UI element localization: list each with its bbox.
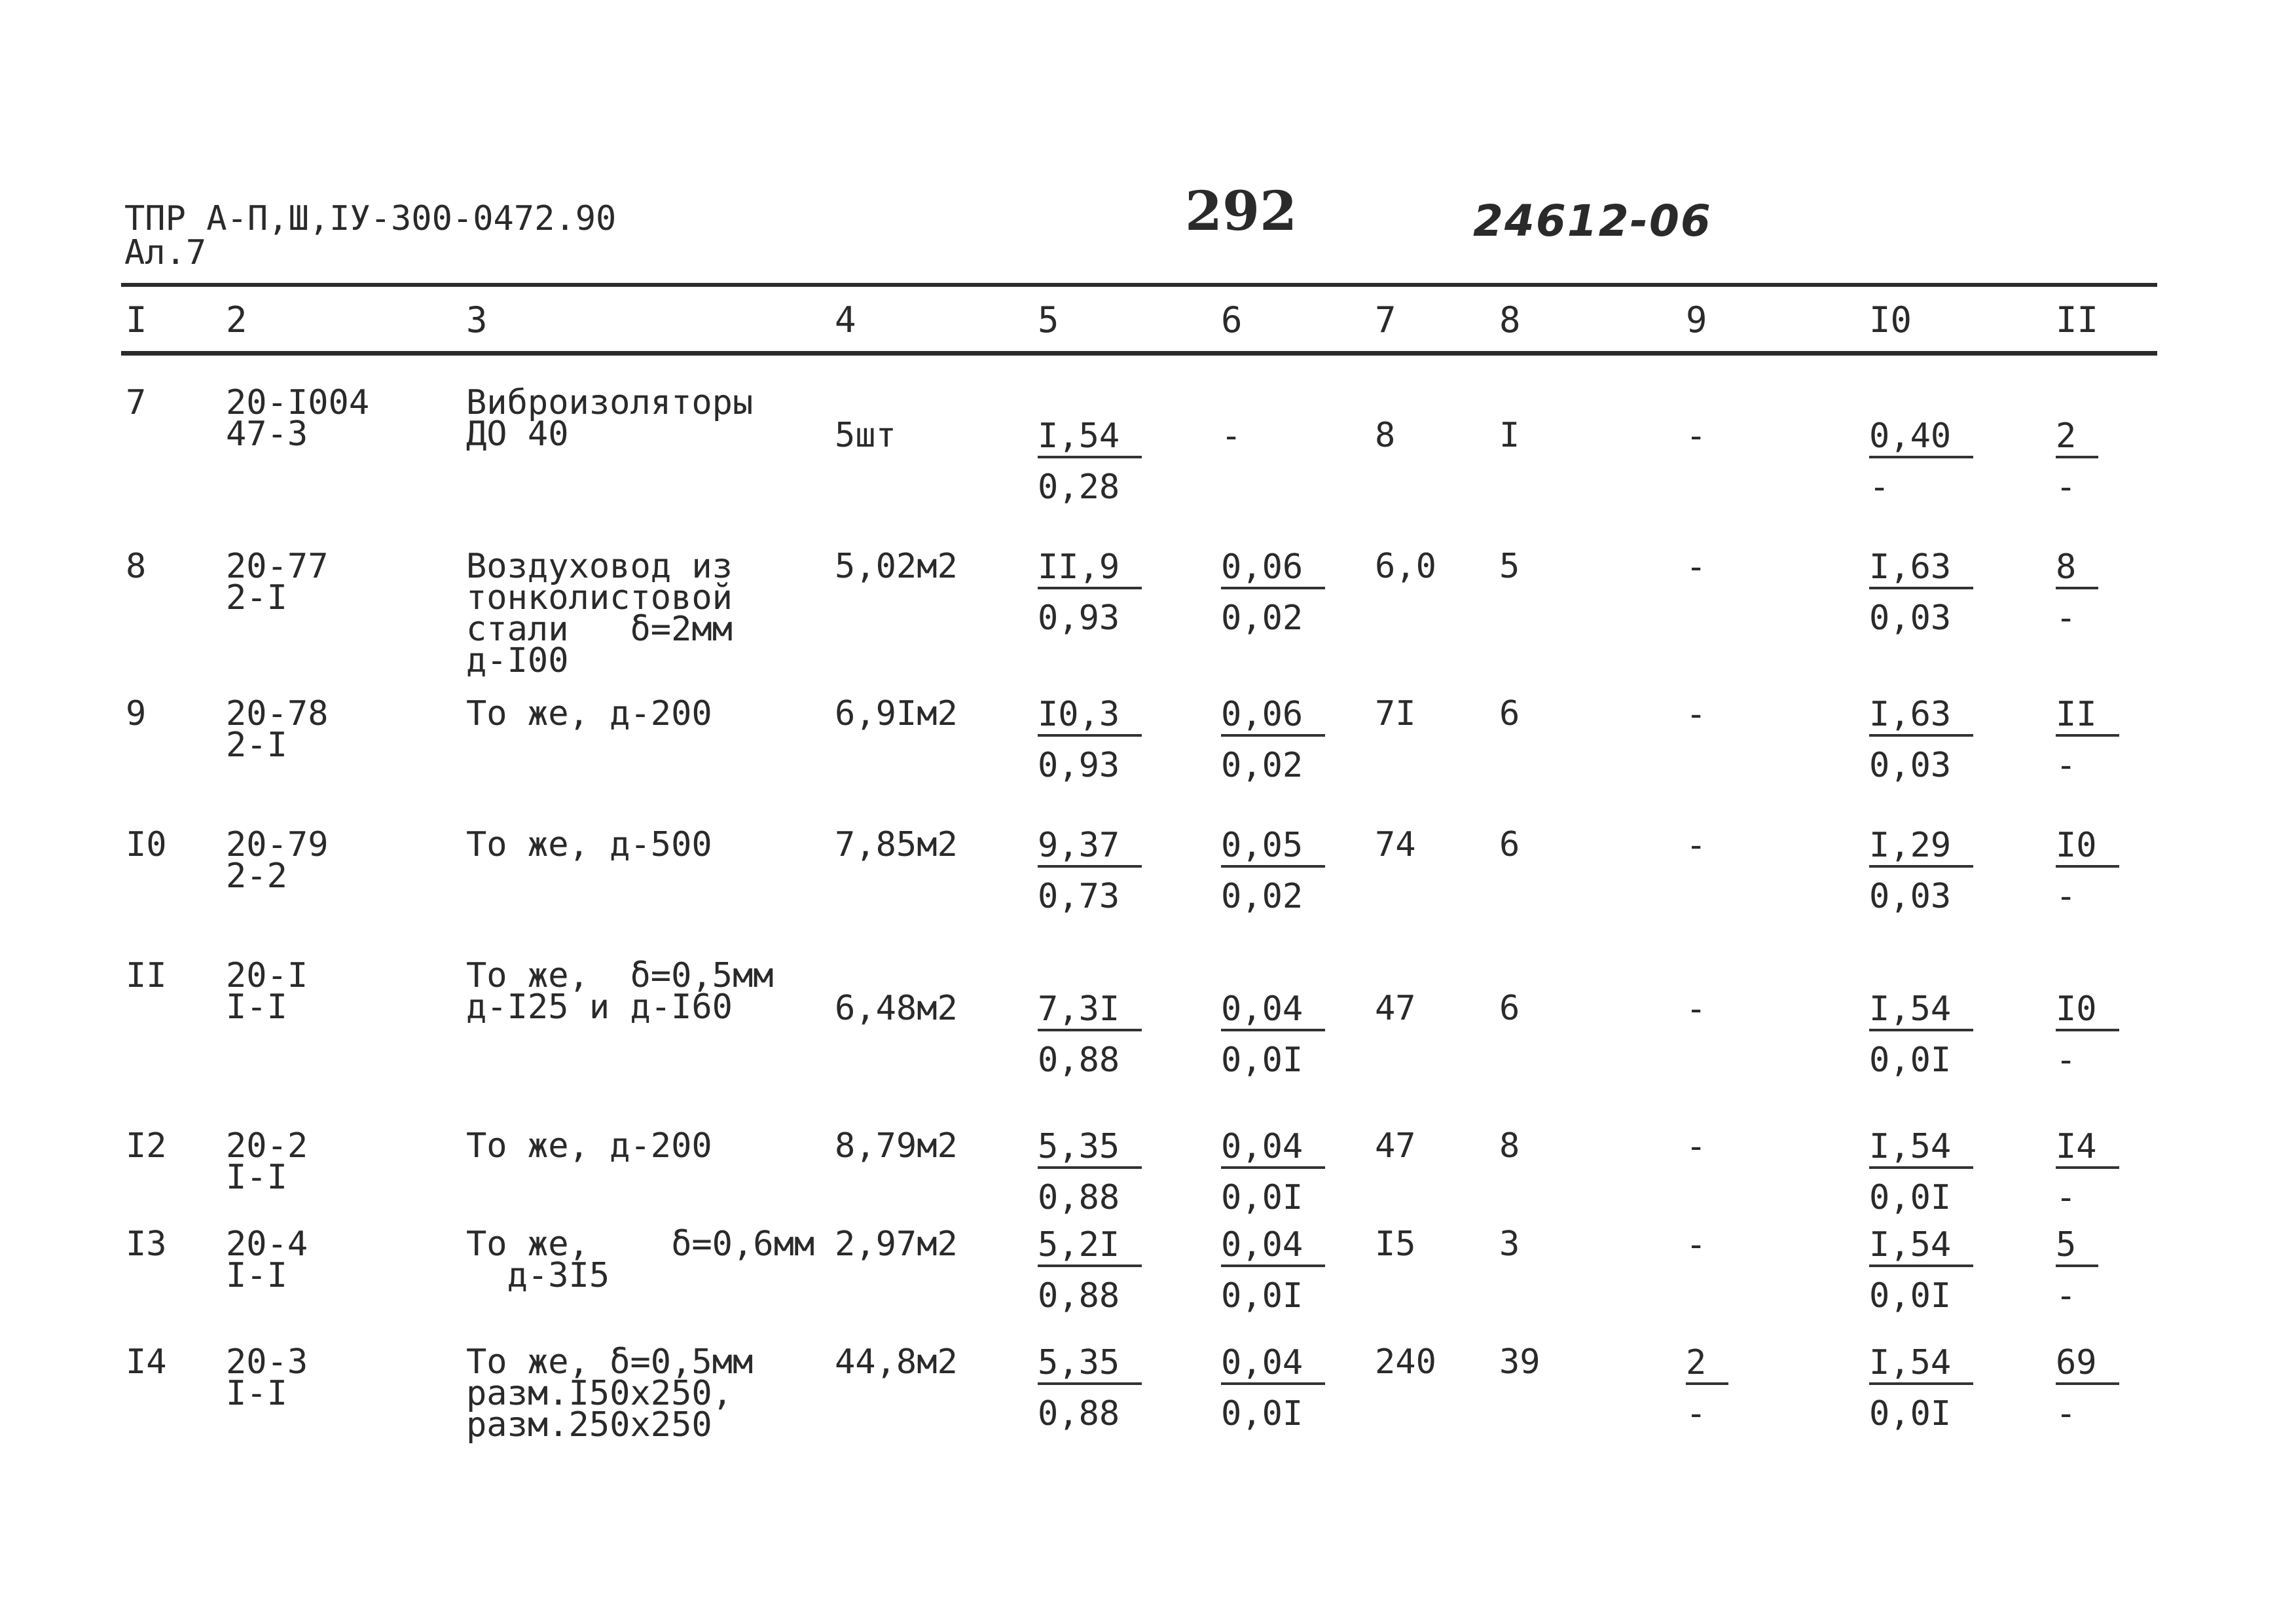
- item-name: То же, δ=0,5мм: [466, 1342, 754, 1382]
- col9-value-numerator: -: [1686, 547, 1707, 587]
- item-name: тонколистовой: [466, 578, 733, 618]
- resource-code: 20-79: [226, 825, 329, 864]
- col6-value-denominator: 0,02: [1221, 877, 1303, 916]
- col11-value: [2056, 1127, 2119, 1217]
- col9-value: [1686, 1343, 1728, 1433]
- col7-value: 7I: [1375, 694, 1416, 733]
- col10-value: [1869, 826, 1973, 916]
- quantity: 7,85м2: [835, 825, 958, 864]
- col9-value: [1686, 697, 1728, 734]
- col5-value-numerator: I,54: [1038, 419, 1142, 458]
- col9-value-numerator: -: [1686, 416, 1707, 456]
- resource-code: I-I: [226, 1158, 287, 1197]
- col5-value-denominator: 0,88: [1038, 1394, 1120, 1433]
- col10-value-denominator: 0,0I: [1869, 1394, 1952, 1433]
- resource-code: 2-2: [226, 857, 287, 896]
- col6-value-numerator: -: [1221, 416, 1242, 456]
- col11-value-denominator: -: [2056, 1178, 2077, 1217]
- col5-value-numerator: I0,3: [1038, 697, 1142, 737]
- col5-value-numerator: 9,37: [1038, 828, 1142, 868]
- item-name: То же, д-200: [466, 1126, 712, 1166]
- col5-value-denominator: 0,73: [1038, 877, 1120, 916]
- col5-value-numerator: 7,3I: [1038, 992, 1142, 1031]
- column-header-5: 5: [1038, 299, 1059, 341]
- col9-value-denominator: -: [1686, 1394, 1707, 1433]
- col7-value: 74: [1375, 825, 1416, 864]
- col6-value-denominator: 0,0I: [1221, 1394, 1303, 1433]
- resource-code: 20-2: [226, 1126, 308, 1166]
- quantity: 5,02м2: [835, 547, 958, 586]
- item-name: Воздуховод из: [466, 547, 733, 586]
- col6-value: [1221, 1225, 1325, 1316]
- col8-value: 5: [1499, 547, 1520, 586]
- col9-value: [1686, 1127, 1728, 1166]
- col5-value-denominator: 0,88: [1038, 1276, 1120, 1316]
- col11-value-denominator: -: [2056, 746, 2077, 785]
- resource-code: 20-I: [226, 956, 308, 995]
- column-header-3: 3: [466, 299, 488, 341]
- row-number: I3: [126, 1225, 167, 1264]
- col5-value-numerator: II,9: [1038, 550, 1142, 589]
- item-name: д-I00: [466, 641, 569, 680]
- resource-code: 20-4: [226, 1225, 308, 1264]
- col6-value: [1221, 697, 1325, 783]
- col5-value: [1038, 547, 1142, 638]
- col5-value-numerator: 5,35: [1038, 1346, 1142, 1385]
- resource-code: 20-77: [226, 547, 329, 586]
- item-name: То же, д-500: [466, 825, 712, 864]
- col11-value: [2056, 697, 2119, 783]
- col10-value-numerator: I,54: [1869, 992, 1973, 1031]
- column-header-7: 7: [1375, 299, 1396, 341]
- quantity: 2,97м2: [835, 1225, 958, 1264]
- col11-value: [2056, 416, 2098, 507]
- col10-value-numerator: I,54: [1869, 1130, 1973, 1169]
- col11-value-denominator: -: [2056, 1041, 2077, 1080]
- col7-value: 8: [1375, 416, 1396, 455]
- col8-value: 39: [1499, 1342, 1540, 1382]
- column-header-11: II: [2056, 299, 2099, 341]
- col6-value-denominator: 0,02: [1221, 599, 1303, 638]
- item-name: разм.250х250: [466, 1405, 712, 1445]
- row-number: I4: [126, 1342, 167, 1382]
- col6-value: [1221, 989, 1325, 1080]
- item-name: ДО 40: [466, 415, 569, 454]
- quantity: 6,48м2: [835, 989, 958, 1028]
- row-number: I2: [126, 1126, 167, 1166]
- resource-code: 2-I: [226, 578, 287, 618]
- col10-value-denominator: 0,03: [1869, 746, 1952, 785]
- col7-value: I5: [1375, 1225, 1416, 1264]
- col6-value-denominator: 0,0I: [1221, 1276, 1303, 1316]
- col11-value-numerator: 5: [2056, 1228, 2098, 1267]
- col11-value-denominator: -: [2056, 877, 2077, 916]
- col10-value-denominator: 0,03: [1869, 599, 1952, 638]
- col9-value: [1686, 1225, 1728, 1264]
- col6-value-numerator: 0,05: [1221, 828, 1325, 868]
- col6-value: [1221, 826, 1325, 916]
- col9-value: [1686, 828, 1728, 865]
- col11-value-denominator: -: [2056, 599, 2077, 638]
- col11-value: [2056, 547, 2098, 638]
- col8-value: 3: [1499, 1225, 1520, 1264]
- col11-value: [2056, 989, 2119, 1080]
- col10-value: [1869, 697, 1973, 783]
- col6-value-denominator: 0,0I: [1221, 1041, 1303, 1080]
- resource-code: 20-78: [226, 694, 329, 733]
- col6-value-denominator: 0,02: [1221, 746, 1303, 785]
- resource-code: 20-I004: [226, 383, 370, 422]
- row-number: I0: [126, 825, 167, 864]
- col10-value-numerator: I,54: [1869, 1346, 1973, 1385]
- quantity: 44,8м2: [835, 1342, 958, 1382]
- col11-value-numerator: II: [2056, 697, 2119, 737]
- quantity: 5шт: [835, 416, 896, 455]
- col10-value: [1869, 547, 1973, 638]
- row-number: 8: [126, 547, 147, 586]
- archive-stamp: 24612-06: [1473, 196, 1712, 246]
- col10-value-denominator: 0,0I: [1869, 1178, 1952, 1217]
- col11-value: [2056, 1225, 2098, 1316]
- col10-value-denominator: 0,0I: [1869, 1276, 1952, 1316]
- col5-value-numerator: 5,2I: [1038, 1228, 1142, 1267]
- resource-code: I-I: [226, 1374, 287, 1413]
- col11-value-denominator: -: [2056, 1276, 2077, 1316]
- col5-value: [1038, 1343, 1142, 1433]
- quantity: 6,9Iм2: [835, 694, 958, 733]
- col5-value-denominator: 0,88: [1038, 1178, 1120, 1217]
- resource-code: 47-3: [226, 415, 308, 454]
- column-header-6: 6: [1221, 299, 1243, 341]
- column-header-8: 8: [1499, 299, 1521, 341]
- col6-value-numerator: 0,04: [1221, 1346, 1325, 1385]
- col11-value-numerator: I0: [2056, 828, 2119, 868]
- col5-value-denominator: 0,28: [1038, 468, 1120, 507]
- album-label: Ал.7: [124, 233, 207, 272]
- col5-value-numerator: 5,35: [1038, 1130, 1142, 1169]
- col8-value: 6: [1499, 989, 1520, 1028]
- col5-value-denominator: 0,88: [1038, 1041, 1120, 1080]
- col10-value-denominator: -: [1869, 468, 1890, 507]
- col10-value-denominator: 0,03: [1869, 877, 1952, 916]
- col6-value-numerator: 0,04: [1221, 1228, 1325, 1267]
- col9-value-numerator: -: [1686, 695, 1707, 734]
- col11-value: [2056, 1343, 2119, 1433]
- item-name: Виброизоляторы: [466, 383, 754, 422]
- col11-value-numerator: I4: [2056, 1130, 2119, 1169]
- col10-value: [1869, 416, 1973, 507]
- row-number: 9: [126, 694, 147, 733]
- header-rule-top: [121, 283, 2157, 287]
- col6-value-numerator: 0,04: [1221, 992, 1325, 1031]
- col11-value-numerator: 8: [2056, 550, 2098, 589]
- col11-value-numerator: 69: [2056, 1346, 2119, 1385]
- col9-value: [1686, 989, 1728, 1029]
- col9-value-numerator: -: [1686, 989, 1707, 1029]
- col6-value-denominator: 0,0I: [1221, 1178, 1303, 1217]
- col6-value: [1221, 1343, 1325, 1433]
- col5-value: [1038, 826, 1142, 916]
- col5-value: [1038, 1225, 1142, 1316]
- col5-value: [1038, 416, 1142, 507]
- col10-value-numerator: I,63: [1869, 697, 1973, 737]
- col7-value: 240: [1375, 1342, 1436, 1382]
- col6-value: [1221, 416, 1264, 456]
- column-header-1: I: [126, 299, 147, 341]
- col9-value-numerator: -: [1686, 1225, 1707, 1264]
- column-header-9: 9: [1686, 299, 1707, 341]
- item-name: разм.I50х250,: [466, 1374, 733, 1413]
- col10-value-numerator: 0,40: [1869, 419, 1973, 458]
- col11-value: [2056, 826, 2119, 916]
- col8-value: I: [1499, 416, 1520, 455]
- resource-code: 20-3: [226, 1342, 308, 1382]
- col11-value-denominator: -: [2056, 1394, 2077, 1433]
- col10-value-numerator: I,54: [1869, 1228, 1973, 1267]
- col6-value-numerator: 0,06: [1221, 697, 1325, 737]
- col10-value-denominator: 0,0I: [1869, 1041, 1952, 1080]
- column-header-2: 2: [226, 299, 247, 341]
- col11-value-denominator: -: [2056, 468, 2077, 507]
- col8-value: 6: [1499, 694, 1520, 733]
- col9-value-numerator: -: [1686, 1127, 1707, 1166]
- column-header-4: 4: [835, 299, 856, 341]
- col11-value-numerator: I0: [2056, 992, 2119, 1031]
- row-number: II: [126, 956, 167, 995]
- col8-value: 8: [1499, 1126, 1520, 1166]
- col10-value: [1869, 1127, 1973, 1217]
- item-name: То же, δ=0,6мм: [466, 1225, 815, 1264]
- row-number: 7: [126, 383, 147, 422]
- col7-value: 6,0: [1375, 547, 1436, 586]
- column-header-10: I0: [1869, 299, 1912, 341]
- item-name: То же, δ=0,5мм: [466, 956, 774, 995]
- col10-value: [1869, 1225, 1973, 1316]
- col6-value: [1221, 1127, 1325, 1217]
- col10-value-numerator: I,63: [1869, 550, 1973, 589]
- col10-value: [1869, 989, 1973, 1080]
- col8-value: 6: [1499, 825, 1520, 864]
- item-name: д-I25 и д-I60: [466, 987, 733, 1027]
- document-code: ТПР А-П,Ш,IУ-300-0472.90: [124, 199, 617, 238]
- col5-value: [1038, 697, 1142, 783]
- resource-code: 2-I: [226, 726, 287, 765]
- col9-value-numerator: -: [1686, 826, 1707, 865]
- resource-code: I-I: [226, 987, 287, 1027]
- col5-value: [1038, 1127, 1142, 1217]
- header-rule-bottom: [121, 351, 2157, 356]
- col10-value-numerator: I,29: [1869, 828, 1973, 868]
- col7-value: 47: [1375, 1126, 1416, 1166]
- resource-code: I-I: [226, 1256, 287, 1295]
- col6-value-numerator: 0,06: [1221, 550, 1325, 589]
- item-name: То же, д-200: [466, 694, 712, 733]
- col9-value: [1686, 547, 1728, 587]
- col7-value: 47: [1375, 989, 1416, 1028]
- col5-value-denominator: 0,93: [1038, 599, 1120, 638]
- quantity: 8,79м2: [835, 1126, 958, 1166]
- item-name: д-3I5: [466, 1256, 610, 1295]
- col11-value-numerator: 2: [2056, 419, 2098, 458]
- col9-value: [1686, 416, 1728, 456]
- col5-value: [1038, 989, 1142, 1080]
- col5-value-denominator: 0,93: [1038, 746, 1120, 785]
- col10-value: [1869, 1343, 1973, 1433]
- col9-value-numerator: 2: [1686, 1346, 1728, 1385]
- item-name: стали δ=2мм: [466, 610, 733, 649]
- col6-value-numerator: 0,04: [1221, 1130, 1325, 1169]
- page-number: 292: [1185, 180, 1298, 243]
- col6-value: [1221, 547, 1325, 638]
